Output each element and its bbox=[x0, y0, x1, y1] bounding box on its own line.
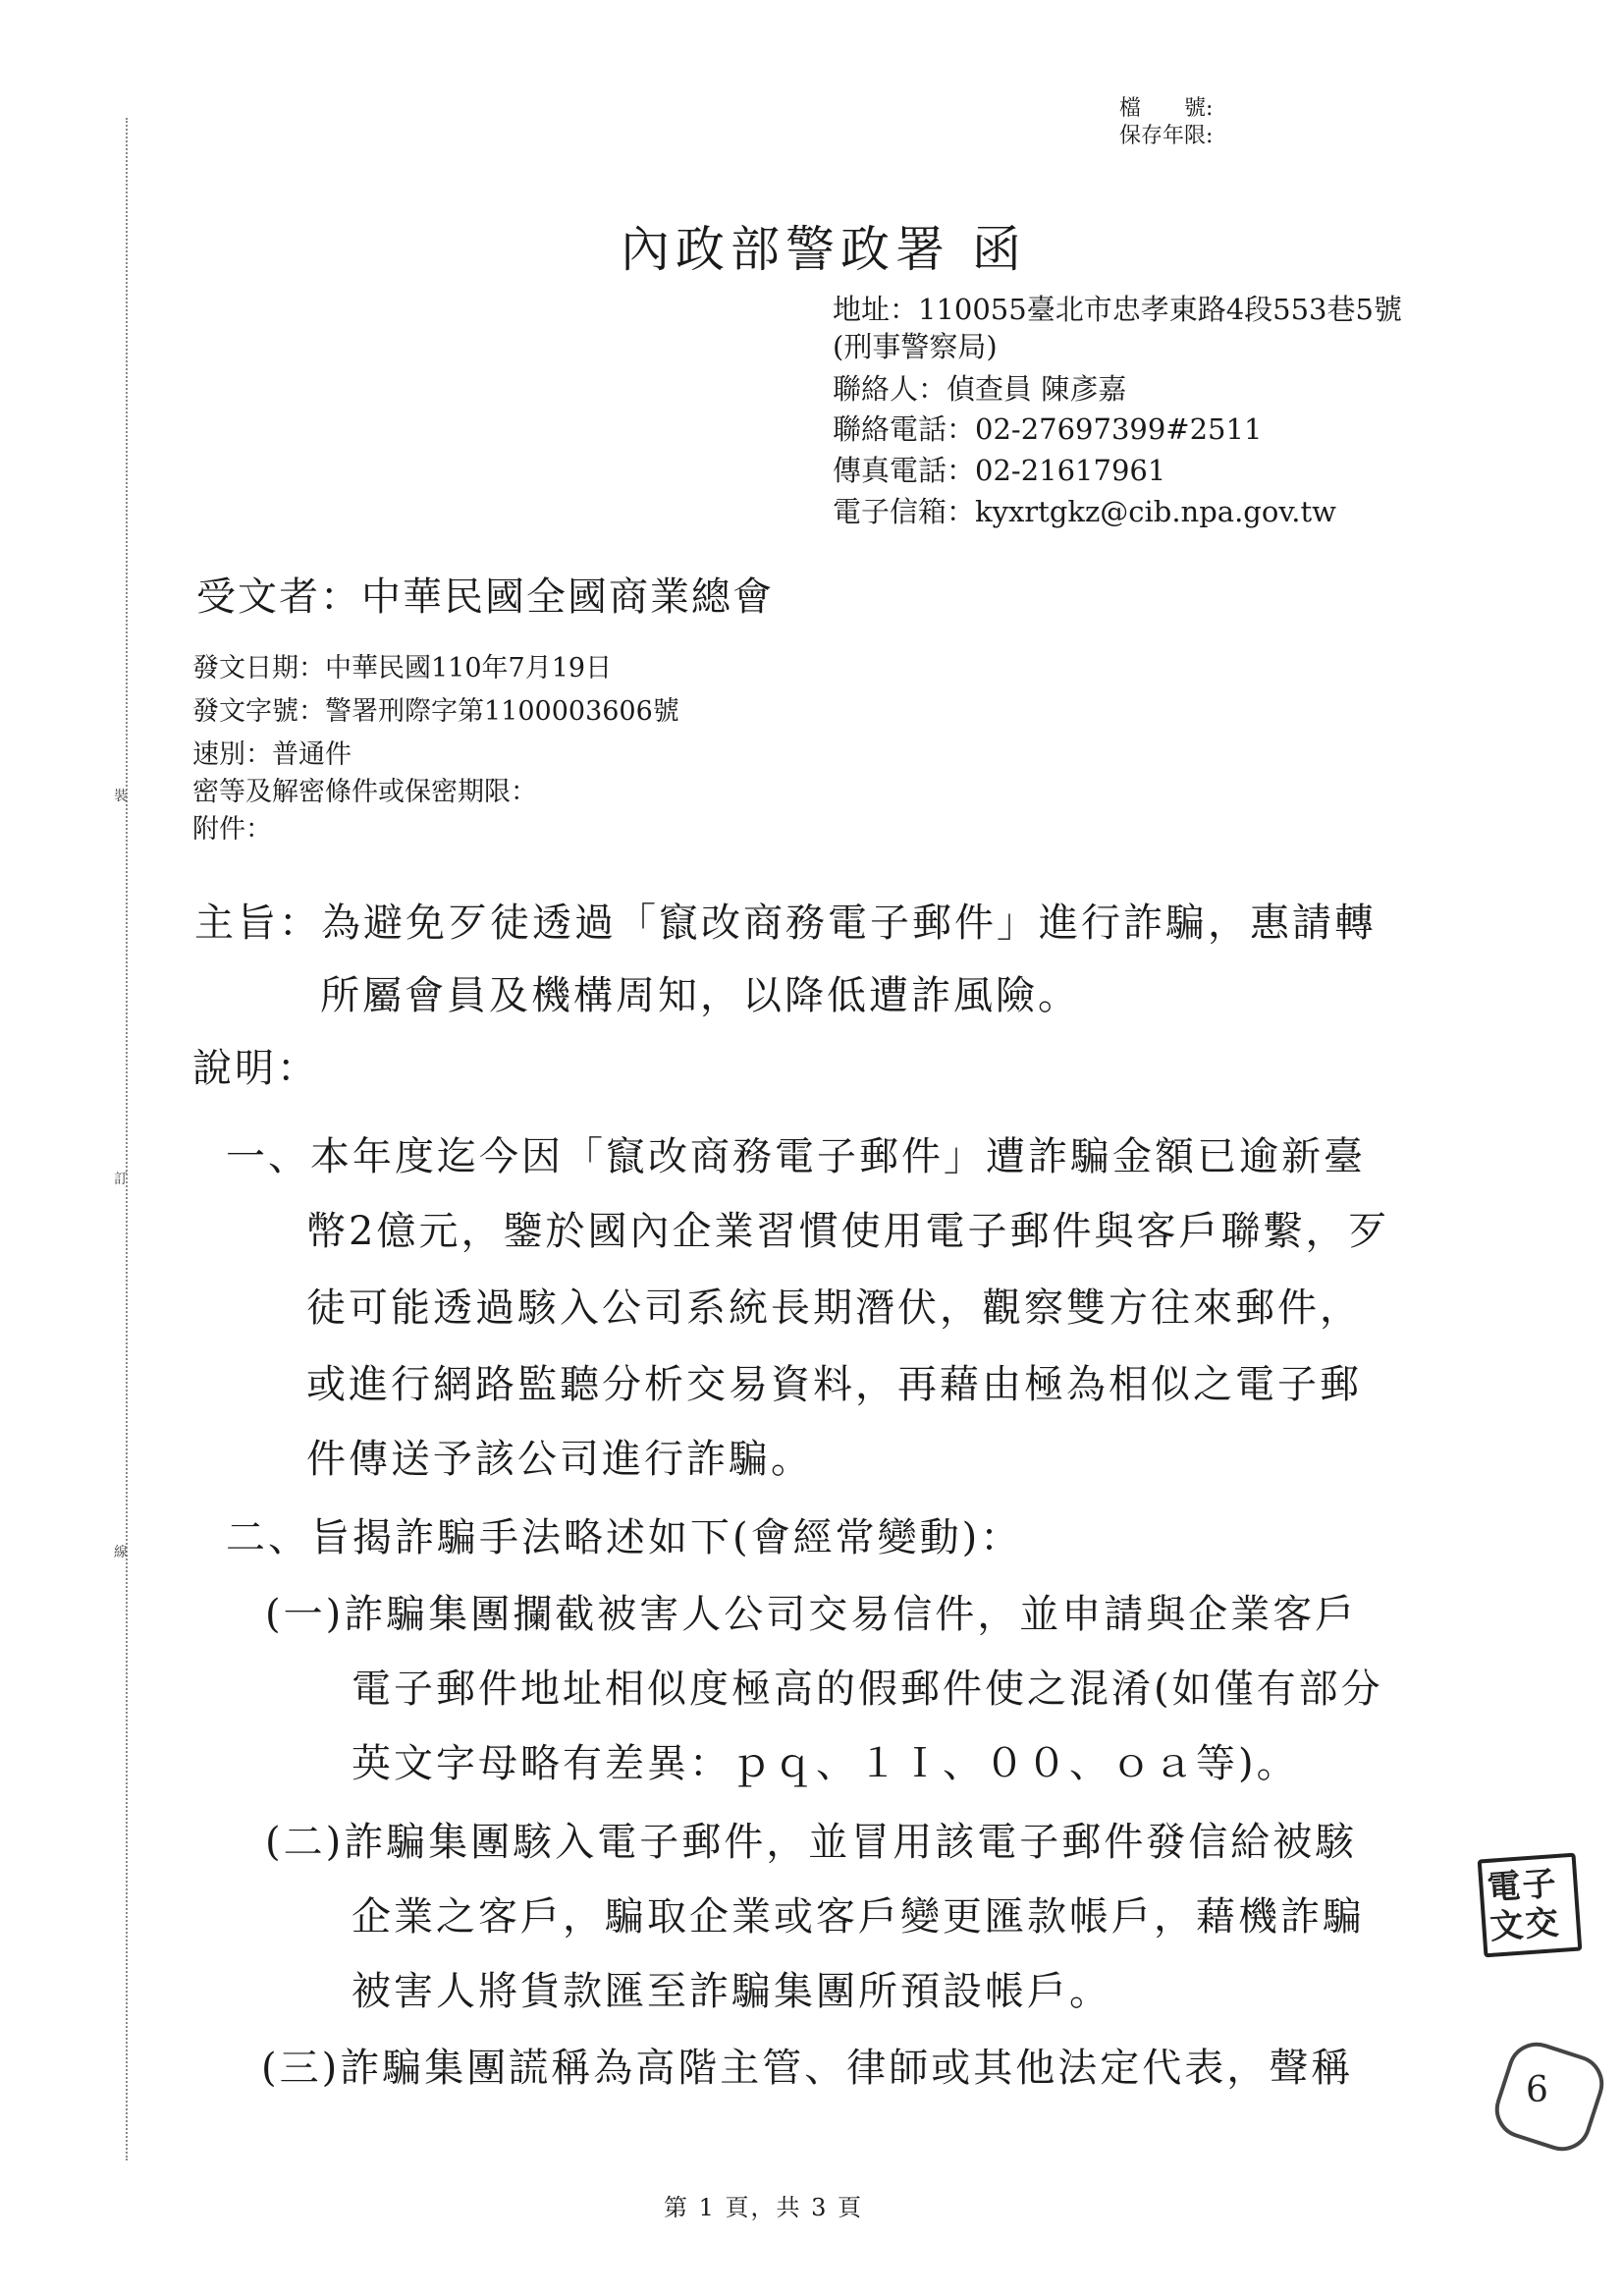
stamp-row-1: 電子 bbox=[1486, 1864, 1559, 1908]
stamp-row-2: 文交 bbox=[1488, 1902, 1562, 1947]
contact-address: 地址：110055臺北市忠孝東路4段553巷5號 bbox=[833, 293, 1402, 326]
issue-date: 發文日期：中華民國110年7月19日 bbox=[192, 653, 613, 683]
subject-line-1: 主旨：為避免歹徒透過「竄改商務電子郵件」進行詐騙，惠請轉 bbox=[194, 901, 1377, 946]
contact-department: (刑事警察局) bbox=[833, 330, 998, 363]
item-one-line-1: 一、本年度迄今因「竄改商務電子郵件」遭詐騙金額已逾新臺 bbox=[226, 1134, 1366, 1179]
binding-mark-bottom: 線 bbox=[114, 1545, 128, 1560]
subject-line-2: 所屬會員及機構周知，以降低遭詐風險。 bbox=[320, 973, 1080, 1018]
sub-item-2-line-1: (二)詐騙集團駭入電子郵件，並冒用該電子郵件發信給被駭 bbox=[265, 1820, 1358, 1865]
sub-item-1-line-1: (一)詐騙集團攔截被害人公司交易信件，並申請與企業客戶 bbox=[265, 1592, 1358, 1637]
item-one-line-3: 徒可能透過駭入公司系統長期潛伏，觀察雙方往來郵件， bbox=[306, 1285, 1362, 1331]
sub-item-1-line-3: 英文字母略有差異：ｐｑ、１Ｉ、００、ｏａ等)。 bbox=[352, 1741, 1299, 1786]
contact-email: 電子信箱：kyxrtgkz@cib.npa.gov.tw bbox=[833, 495, 1336, 528]
item-one-line-5: 件傳送予該公司進行詐騙。 bbox=[306, 1437, 813, 1482]
page-seal bbox=[1488, 2035, 1611, 2159]
page-footer: 第 1 頁，共 3 頁 bbox=[664, 2194, 864, 2221]
delivery-speed: 速別：普通件 bbox=[192, 739, 352, 770]
sub-item-1-line-2: 電子郵件地址相似度極高的假郵件使之混淆(如僅有部分 bbox=[352, 1667, 1383, 1712]
item-one-line-2: 幣2億元，鑒於國內企業習慣使用電子郵件與客戶聯繫，歹 bbox=[306, 1209, 1390, 1254]
item-one-line-4: 或進行網路監聽分析交易資料，再藉由極為相似之電子郵 bbox=[306, 1362, 1362, 1407]
recipient: 受文者：中華民國全國商業總會 bbox=[196, 574, 774, 620]
document-title: 內政部警政署 函 bbox=[621, 221, 1027, 278]
contact-person: 聯絡人：偵查員 陳彥嘉 bbox=[833, 372, 1127, 406]
attachment: 附件： bbox=[192, 814, 272, 845]
seal-number: 6 bbox=[1526, 2070, 1548, 2110]
document-number: 發文字號：警署刑際字第1100003606號 bbox=[192, 696, 679, 727]
contact-phone: 聯絡電話：02-27697399#2511 bbox=[833, 412, 1263, 446]
contact-fax: 傳真電話：02-21617961 bbox=[833, 454, 1166, 487]
security-level: 密等及解密條件或保密期限： bbox=[192, 777, 537, 807]
explanation-label: 說明： bbox=[192, 1046, 319, 1091]
sub-item-3-line-1: (三)詐騙集團謊稱為高階主管、律師或其他法定代表，聲稱 bbox=[261, 2046, 1354, 2091]
sub-item-2-line-3: 被害人將貨款匯至詐騙集團所預設帳戶。 bbox=[352, 1969, 1111, 2014]
binding-mark-middle: 訂 bbox=[114, 1172, 128, 1187]
binding-dotted-line bbox=[126, 118, 128, 2160]
item-two: 二、旨揭詐騙手法略述如下(會經常變動)： bbox=[226, 1515, 1023, 1560]
file-number-label: 檔 號: bbox=[1119, 96, 1214, 121]
binding-mark-top: 裝 bbox=[114, 789, 128, 804]
sub-item-2-line-2: 企業之客戶，騙取企業或客戶變更匯款帳戶，藉機詐騙 bbox=[352, 1894, 1365, 1940]
retention-period-label: 保存年限: bbox=[1119, 124, 1214, 148]
electronic-document-stamp bbox=[1478, 1853, 1583, 1958]
